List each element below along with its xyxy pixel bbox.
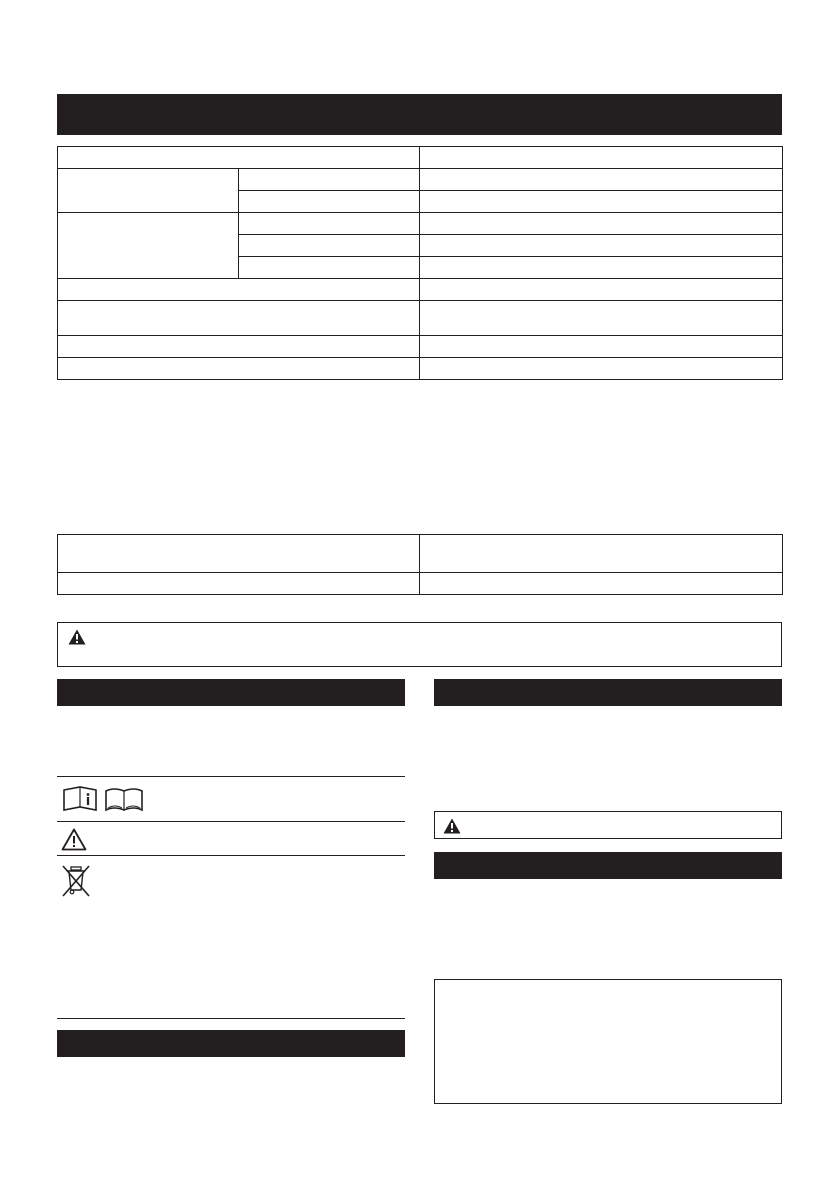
section-heading	[57, 1030, 405, 1057]
table-row	[58, 573, 783, 595]
symbol-row	[57, 822, 405, 855]
table-cell	[420, 235, 783, 257]
table-cell	[58, 147, 420, 169]
table-cell	[420, 301, 783, 336]
table-row	[58, 535, 783, 573]
header-bar	[57, 94, 782, 135]
symbol-row	[57, 777, 405, 821]
table-cell	[420, 213, 783, 235]
warning-icon	[443, 818, 461, 834]
symbol-row	[57, 856, 405, 1016]
weee-crossed-bin-icon	[62, 864, 90, 898]
section-heading	[434, 852, 782, 879]
divider	[57, 1018, 405, 1019]
table-cell	[420, 191, 783, 213]
table-cell	[239, 257, 420, 279]
table-cell	[58, 169, 239, 213]
section-heading	[57, 679, 405, 706]
table-cell	[420, 336, 783, 358]
read-manual-icon	[62, 786, 146, 812]
table-cell	[58, 358, 420, 380]
warning-box	[57, 622, 782, 667]
section-heading	[434, 679, 782, 706]
table-cell	[420, 257, 783, 279]
table-row	[58, 147, 783, 169]
table-row	[58, 336, 783, 358]
secondary-table	[57, 534, 783, 595]
table-cell	[58, 336, 420, 358]
table-cell	[420, 535, 783, 573]
table-row	[58, 169, 783, 191]
table-cell	[420, 147, 783, 169]
specification-table	[57, 146, 783, 380]
table-cell	[58, 535, 420, 573]
table-row	[58, 301, 783, 336]
table-cell	[58, 301, 420, 336]
table-cell	[58, 213, 239, 279]
table-row	[58, 279, 783, 301]
table-row	[58, 213, 783, 235]
table-cell	[58, 279, 420, 301]
notice-box	[434, 979, 782, 1104]
table-cell	[239, 235, 420, 257]
table-cell	[420, 573, 783, 595]
table-cell	[420, 169, 783, 191]
table-cell	[239, 169, 420, 191]
warning-icon	[68, 629, 86, 645]
table-cell	[420, 279, 783, 301]
table-row	[58, 358, 783, 380]
caution-icon	[61, 828, 87, 851]
table-cell	[58, 573, 420, 595]
table-cell	[420, 358, 783, 380]
table-cell	[239, 213, 420, 235]
table-cell	[239, 191, 420, 213]
warning-label	[434, 811, 782, 839]
